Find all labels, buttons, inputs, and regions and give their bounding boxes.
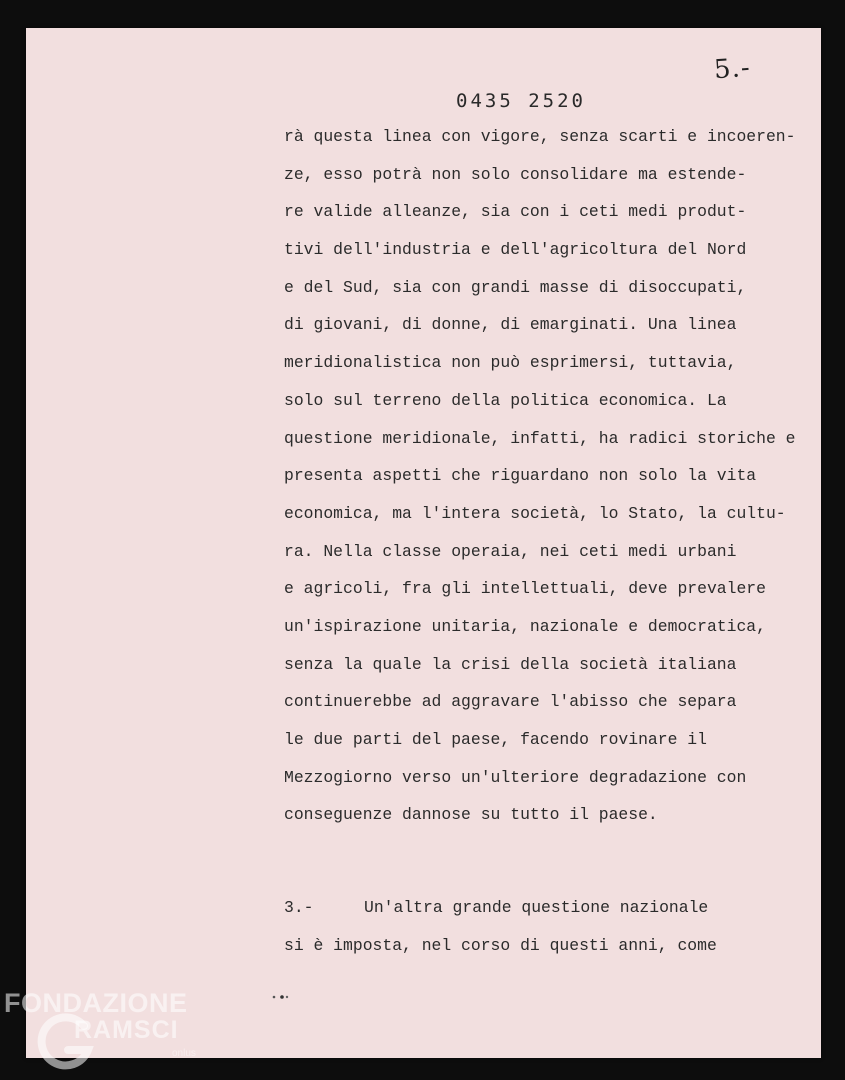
- body-line: questione meridionale, infatti, ha radici storiche e: [284, 428, 796, 448]
- body-line: rà questa linea con vigore, senza scarti e incoeren-: [284, 127, 796, 146]
- body-line: un'ispirazione unitaria, nazionale e democratica,: [284, 616, 766, 636]
- typed-body: [284, 118, 794, 834]
- body-line: presenta aspetti che riguardano non solo la vita: [284, 466, 757, 486]
- body-line: ra. Nella classe operaia, nei ceti medi urbani: [284, 541, 737, 561]
- body-line: di giovani, di donne, di emarginati. Una linea: [284, 315, 737, 335]
- body-line: senza la quale la crisi della società italiana: [284, 654, 737, 674]
- section-first-line: [284, 889, 794, 927]
- watermark-onlus: onlus: [172, 1048, 196, 1059]
- body-line: e del Sud, sia con grandi masse di disoccupati,: [284, 277, 747, 297]
- body-line: e agricoli, fra gli intellettuali, deve prevalere: [284, 579, 766, 599]
- section-number: 3.-: [284, 898, 314, 917]
- body-line: re valide alleanze, sia con i ceti medi produt-: [284, 202, 747, 222]
- body-line: conseguenze dannose su tutto il paese.: [284, 805, 658, 825]
- watermark-line2: RAMSCI: [74, 1016, 179, 1044]
- body-line: ze, esso potrà non solo consolidare ma estende-: [284, 164, 747, 184]
- archive-code: 0435 2520: [456, 90, 586, 112]
- body-line: Mezzogiorno verso un'ulteriore degradazione con: [284, 767, 747, 787]
- punch-mark: [270, 992, 300, 1002]
- body-line: continuerebbe ad aggravare l'abisso che separa: [284, 692, 737, 712]
- body-line: solo sul terreno della politica economica. La: [284, 390, 727, 410]
- body-line: le due parti del paese, facendo rovinare il: [284, 730, 707, 749]
- section-line-1: Un'altra grande questione nazionale: [364, 898, 709, 917]
- body-line: meridionalistica non può esprimersi, tuttavia,: [284, 353, 737, 373]
- section-3: [284, 889, 794, 964]
- fondazione-gramsci-watermark: [4, 988, 214, 1078]
- body-line: tivi dell'industria e dell'agricoltura del Nord: [284, 240, 747, 260]
- watermark-line1: FONDAZIONE: [4, 988, 188, 1018]
- page-number: 5.-: [712, 52, 752, 86]
- body-line: economica, ma l'intera società, lo Stato, la cultu-: [284, 503, 786, 523]
- section-line-2: si è imposta, nel corso di questi anni, come: [284, 935, 717, 955]
